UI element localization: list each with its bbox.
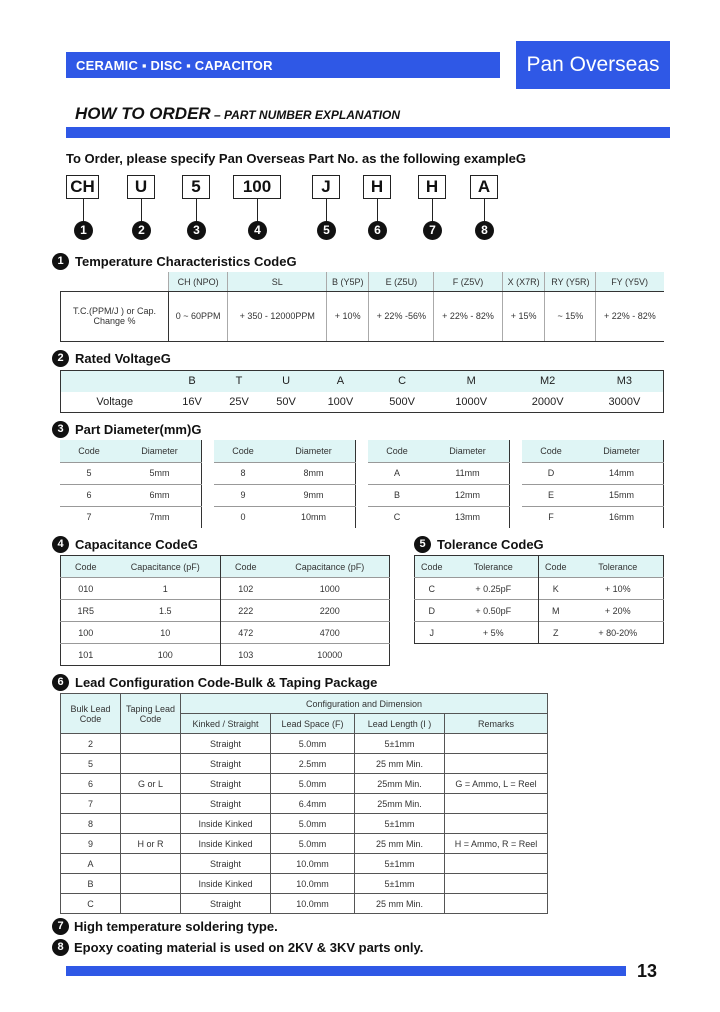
cap-code: 222 [238, 605, 254, 616]
diameter-code: 5 [86, 468, 92, 478]
part-number-marker: 5 [317, 221, 336, 240]
part-code-box: 100 [233, 175, 281, 199]
cap-code: 1R5 [77, 605, 94, 616]
part-number-marker: 7 [423, 221, 442, 240]
diameter-value: 10mm [300, 512, 326, 523]
part-number-marker: 1 [74, 221, 93, 240]
diameter-code: E [547, 490, 554, 500]
table-row: 5 Straight 2.5mm 25 mm Min. [61, 754, 548, 774]
table-row: 7 Straight 6.4mm 25mm Min. [61, 794, 548, 814]
diameter-code: 9 [240, 490, 246, 500]
tol-value: + 0.50pF [449, 600, 539, 622]
temperature-table-border [60, 291, 664, 342]
brand-logo: Pan Overseas [516, 41, 670, 89]
cap-value: 100 [111, 644, 221, 666]
table-row: 8 Inside Kinked 5.0mm 5±1mm [61, 814, 548, 834]
diameter-value: 11mm [455, 468, 480, 478]
part-code-connector [83, 198, 84, 222]
title-underline [66, 127, 670, 138]
tol-value: + 10% [604, 583, 631, 594]
tol-code: D [428, 605, 435, 616]
cap-value: 1 [111, 578, 221, 600]
table-row: 6 G or L Straight 5.0mm 25mm Min. G = Ammo, L = Reel [61, 774, 548, 794]
diameter-code: 8 [240, 468, 246, 478]
tol-value: + 0.25pF [449, 578, 539, 600]
cap-code: 102 [238, 583, 254, 594]
page-number: 13 [637, 961, 658, 981]
part-code-connector [196, 198, 197, 222]
diameter-value: 12mm [454, 490, 480, 500]
part-code-box: CH [66, 175, 99, 199]
part-code-box: J [312, 175, 340, 199]
diameter-code: 0 [240, 512, 246, 523]
cap-value: 10000 [317, 649, 343, 660]
part-code-connector [326, 198, 327, 222]
cap-value: 1000 [319, 583, 340, 594]
tol-code: C [428, 583, 435, 594]
diameter-table: Code Diameter 8 8mm 9 9mm 0 10mm [214, 440, 356, 528]
cap-code: 472 [238, 627, 254, 638]
section-3-title: 3 Part Diameter(mm)G [52, 421, 201, 438]
tol-value: + 5% [449, 622, 539, 644]
cap-code: 101 [78, 649, 94, 660]
note-8: 8 Epoxy coating material is used on 2KV & 3KV parts only. [52, 939, 423, 956]
note-7: 7 High temperature soldering type. [52, 918, 278, 935]
diameter-value: 9mm [303, 490, 324, 500]
tol-code: Z [553, 627, 559, 638]
section-1-title: 1 Temperature Characteristics CodeG [52, 253, 297, 270]
page-title: HOW TO ORDER – PART NUMBER EXPLANATION [75, 104, 401, 123]
table-row: B Inside Kinked 10.0mm 5±1mm [61, 874, 548, 894]
part-code-connector [484, 198, 485, 222]
table-row: A Straight 10.0mm 5±1mm [61, 854, 548, 874]
cap-code: 100 [78, 627, 94, 638]
part-code-connector [432, 198, 433, 222]
voltage-table: B T U A C M M2 M3 Voltage 16V 25V 50V 100V 500V 1000V 2000V 3000V [60, 370, 664, 413]
diameter-code: B [393, 490, 400, 500]
diameter-value: 16mm [608, 512, 634, 523]
diameter-value: 13mm [454, 512, 480, 523]
part-code-box: H [363, 175, 391, 199]
part-number-marker: 3 [187, 221, 206, 240]
part-code-connector [141, 198, 142, 222]
diameter-table: Code Diameter D 14mm E 15mm F 16mm [522, 440, 664, 528]
part-code-box: H [418, 175, 446, 199]
category-banner: CERAMIC ▪ DISC ▪ CAPACITOR [66, 52, 500, 78]
table-row: C Straight 10.0mm 25 mm Min. [61, 894, 548, 914]
cap-value: 4700 [319, 627, 340, 638]
part-code-box: A [470, 175, 498, 199]
diameter-value: 7mm [149, 512, 170, 523]
cap-value: 10 [111, 622, 221, 644]
diameter-value: 6mm [149, 490, 170, 500]
page-subtitle: – PART NUMBER EXPLANATION [210, 108, 401, 122]
tol-value: + 80-20% [598, 627, 638, 638]
diameter-value: 5mm [149, 468, 170, 478]
part-number-marker: 6 [368, 221, 387, 240]
part-number-marker: 4 [248, 221, 267, 240]
diameter-value: 8mm [303, 468, 324, 478]
tol-value: + 20% [604, 605, 631, 616]
diameter-code: C [393, 512, 401, 523]
table-row: 2 Straight 5.0mm 5±1mm [61, 734, 548, 754]
cap-code: 010 [78, 583, 94, 594]
diameter-code: F [548, 512, 554, 523]
diameter-value: 14mm [608, 468, 634, 478]
section-5-title: 5 Tolerance CodeG [414, 536, 544, 553]
capacitance-table: Code Capacitance (pF) Code Capacitance (pF) 010 1 102 1000 1R5 1.5 222 2200 100 10 472 4700 101 100 103 10000 [60, 555, 390, 666]
cap-code: 103 [238, 649, 254, 660]
section-2-title: 2 Rated VoltageG [52, 350, 171, 367]
diameter-value: 15mm [608, 490, 634, 500]
cap-value: 1.5 [111, 600, 221, 622]
section-6-title: 6 Lead Configuration Code-Bulk & Taping Package [52, 674, 377, 691]
part-code-box: U [127, 175, 155, 199]
diameter-code: 7 [86, 512, 92, 523]
part-code-connector [377, 198, 378, 222]
intro-text: To Order, please specify Pan Overseas Part No. as the following exampleG [66, 151, 526, 166]
diameter-code: 6 [86, 490, 92, 500]
table-row: 9 H or R Inside Kinked 5.0mm 25 mm Min. H = Ammo, R = Reel [61, 834, 548, 854]
tolerance-table: Code Tolerance Code Tolerance C + 0.25pF K + 10% D + 0.50pF M + 20% J + 5% Z + 80-20% [414, 555, 664, 644]
part-number-marker: 2 [132, 221, 151, 240]
cap-value: 2200 [319, 605, 340, 616]
footer-bar [66, 966, 626, 976]
temperature-table: CH (NPO) SL B (Y5P) E (Z5U) F (Z5V) X (X7R) RY (Y5R) FY (Y5V) T.C.(PPM/J ) or Cap. Change % 0 ~ 60PPM + 350 - 12000PPM + 10% + 22% -56% + 22% - 82% + 15% ~ 15% + 22% - 82% [60, 272, 664, 342]
part-number-marker: 8 [475, 221, 494, 240]
diameter-code: A [393, 468, 400, 478]
diameter-table: Code Diameter 5 5mm 6 6mm 7 7mm [60, 440, 202, 528]
part-code-box: 5 [182, 175, 210, 199]
tol-code: M [552, 605, 560, 616]
diameter-table: Code Diameter A 11mm B 12mm C 13mm [368, 440, 510, 528]
section-4-title: 4 Capacitance CodeG [52, 536, 198, 553]
part-code-connector [257, 198, 258, 222]
lead-config-table: Bulk Lead Code Taping Lead Code Configuration and Dimension Kinked / Straight Lead Space (F) Lead Length (I ) Remarks 2 Straight 5.0mm 5±1mm 5 Straight 2.5mm 25 mm Min. 6 G or L Straight 5.0mm 25mm Min. G = Ammo, L = Reel 7 Straight 6.4mm 25mm Min. 8 Inside Kinked 5.0mm 5±1mm 9 H or R Inside Kinked 5.0mm 25 mm Min. H = Ammo, R = Reel A Straight 10.0mm 5±1mm B Inside Kinked 10.0mm 5±1mm C Straight 10.0mm 25 mm Min. [60, 693, 548, 914]
tol-code: J [429, 627, 434, 638]
diameter-code: D [547, 468, 555, 478]
tol-code: K [552, 583, 559, 594]
